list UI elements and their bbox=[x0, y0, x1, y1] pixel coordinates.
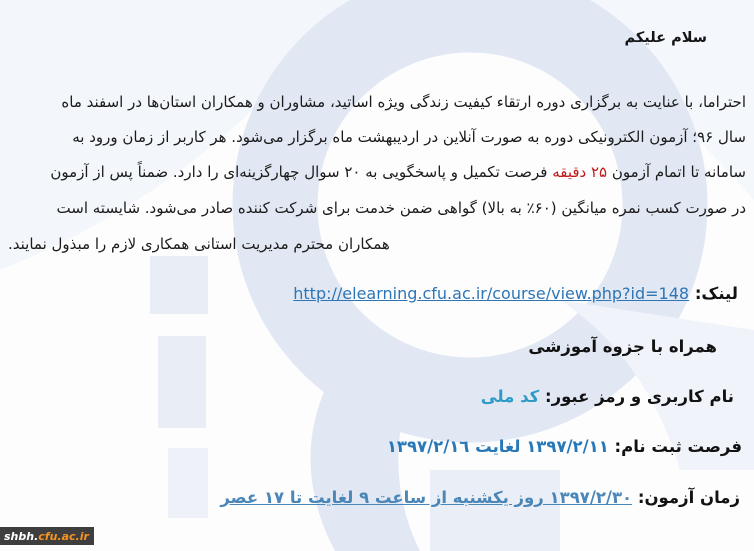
site-stamp-bar bbox=[0, 527, 94, 545]
paragraph-line-3 bbox=[8, 158, 746, 186]
credentials-line bbox=[481, 387, 734, 406]
link-label: لینک: bbox=[694, 284, 738, 303]
exam-time-value: ١٣٩٧/٢/٣٠ روز یکشنبه از ساعت ٩ لغایت تا ١٧ عصر bbox=[220, 488, 633, 507]
registration-label: فرصت ثبت نام: bbox=[614, 437, 742, 456]
course-link-line bbox=[293, 284, 738, 303]
exam-time-line bbox=[220, 488, 740, 507]
site-stamp-domain: cfu.ac.ir bbox=[38, 529, 89, 543]
paragraph-line-3-before: سامانه تا اتمام آزمون bbox=[607, 163, 746, 181]
greeting-text: سلام علیکم bbox=[624, 30, 707, 46]
booklet-note: همراه با جزوه آموزشی bbox=[528, 337, 717, 356]
course-link[interactable]: http://elearning.cfu.ac.ir/course/view.php?id=148 bbox=[293, 284, 690, 303]
exam-time-label: زمان آزمون: bbox=[637, 488, 740, 507]
paragraph-line-3-after: فرصت تکمیل و پاسخگویی به ۲۰ سوال چهارگزینه‌ای را دارد. ضمناً پس از آزمون bbox=[50, 163, 553, 181]
site-stamp-prefix: shbh. bbox=[4, 529, 39, 543]
paragraph-line-4: در صورت کسب نمره میانگین (۶۰٪ به بالا) گواهی ضمن خدمت برای شرکت کننده صادر می‌شود. شایسته است bbox=[56, 199, 746, 217]
paragraph-line-1: احتراما، با عنایت به برگزاری دوره ارتقاء کیفیت زندگی ویژه اساتید، مشاوران و همکاران استان‌ها در اسفند ماه bbox=[61, 93, 746, 111]
paragraph-line-5: همکاران محترم مدیریت استانی همکاری لازم را مبذول نمایند. bbox=[8, 235, 390, 253]
paragraph-line-2: سال ۹۶؛ آزمون الکترونیکی دوره به صورت آنلاین در اردیبهشت ماه برگزار می‌شود. هر کاربر از زمان ورود به bbox=[72, 128, 746, 146]
credentials-value: کد ملی bbox=[480, 387, 540, 406]
duration-highlight: ۲۵ دقیقه bbox=[552, 163, 608, 181]
credentials-label: نام کاربری و رمز عبور: bbox=[544, 387, 734, 406]
registration-line bbox=[387, 437, 742, 456]
registration-dates: ١٣٩٧/٢/١١ لغایت ١٣٩٧/٢/١٦ bbox=[386, 437, 609, 456]
